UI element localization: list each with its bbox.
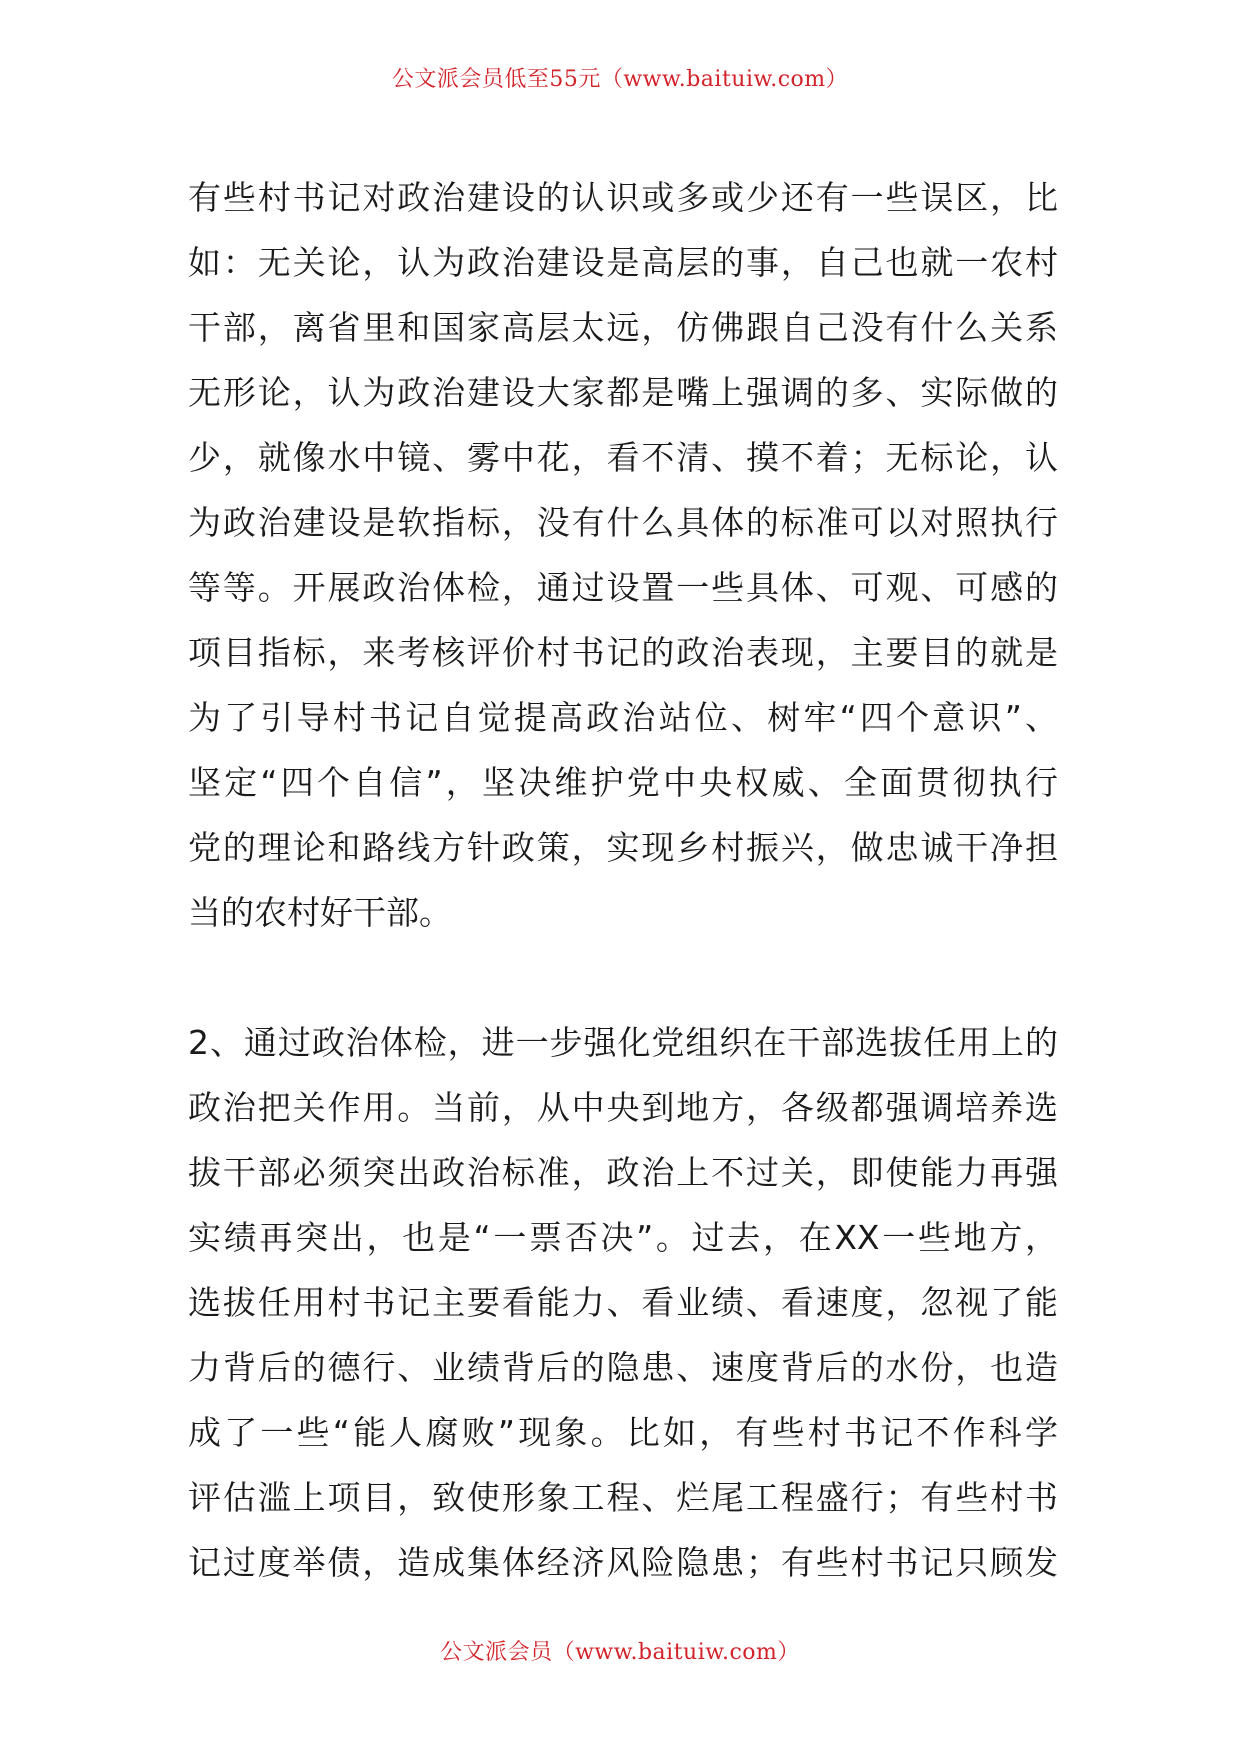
- text-line: 无形论，认为政治建设大家都是嘴上强调的多、实际做的: [188, 373, 1058, 412]
- text-line: 如：无关论，认为政治建设是高层的事，自己也就一农村: [188, 243, 1058, 282]
- text-line: 为政治建设是软指标，没有什么具体的标准可以对照执行: [188, 503, 1058, 542]
- text-line: 坚定“四个自信”，坚决维护党中央权威、全面贯彻执行: [188, 763, 1058, 802]
- paragraph-gap: [188, 945, 1058, 1010]
- text-line: 少，就像水中镜、雾中花，看不清、摸不着；无标论，认: [188, 438, 1058, 477]
- text-line: 项目指标，来考核评价村书记的政治表现，主要目的就是: [188, 633, 1058, 672]
- text-line: 党的理论和路线方针政策，实现乡村振兴，做忠诚干净担: [188, 828, 1058, 867]
- text-line: 选拔任用村书记主要看能力、看业绩、看速度，忽视了能: [188, 1283, 1058, 1322]
- header-watermark: 公文派会员低至55元（www.baituiw.com）: [391, 67, 849, 92]
- text-line: 干部，离省里和国家高层太远，仿佛跟自己没有什么关系: [188, 308, 1058, 347]
- text-line: 等等。开展政治体检，通过设置一些具体、可观、可感的: [188, 568, 1058, 607]
- text-line: 拔干部必须突出政治标准，政治上不过关，即使能力再强: [188, 1153, 1058, 1192]
- paragraph: [188, 1010, 1058, 1595]
- text-line: 2、通过政治体检，进一步强化党组织在干部选拔任用上的: [188, 1023, 1058, 1062]
- paragraph: [188, 165, 1058, 945]
- text-line: 为了引导村书记自觉提高政治站位、树牢“四个意识”、: [188, 698, 1058, 737]
- text-line: 政治把关作用。当前，从中央到地方，各级都强调培养选: [188, 1088, 1058, 1127]
- text-line: 评估滥上项目，致使形象工程、烂尾工程盛行；有些村书: [188, 1478, 1058, 1517]
- text-line: 实绩再突出，也是“一票否决”。过去，在XX一些地方，: [188, 1218, 1058, 1257]
- text-line: 成了一些“能人腐败”现象。比如，有些村书记不作科学: [188, 1413, 1058, 1452]
- document-body: [188, 165, 1058, 1595]
- text-line: 力背后的德行、业绩背后的隐患、速度背后的水份，也造: [188, 1348, 1058, 1387]
- footer-watermark: 公文派会员（www.baituiw.com）: [440, 1640, 800, 1665]
- text-line: 记过度举债，造成集体经济风险隐患；有些村书记只顾发: [188, 1543, 1058, 1582]
- text-line: 当的农村好干部。: [188, 893, 452, 932]
- text-line: 有些村书记对政治建设的认识或多或少还有一些误区，比: [188, 178, 1058, 217]
